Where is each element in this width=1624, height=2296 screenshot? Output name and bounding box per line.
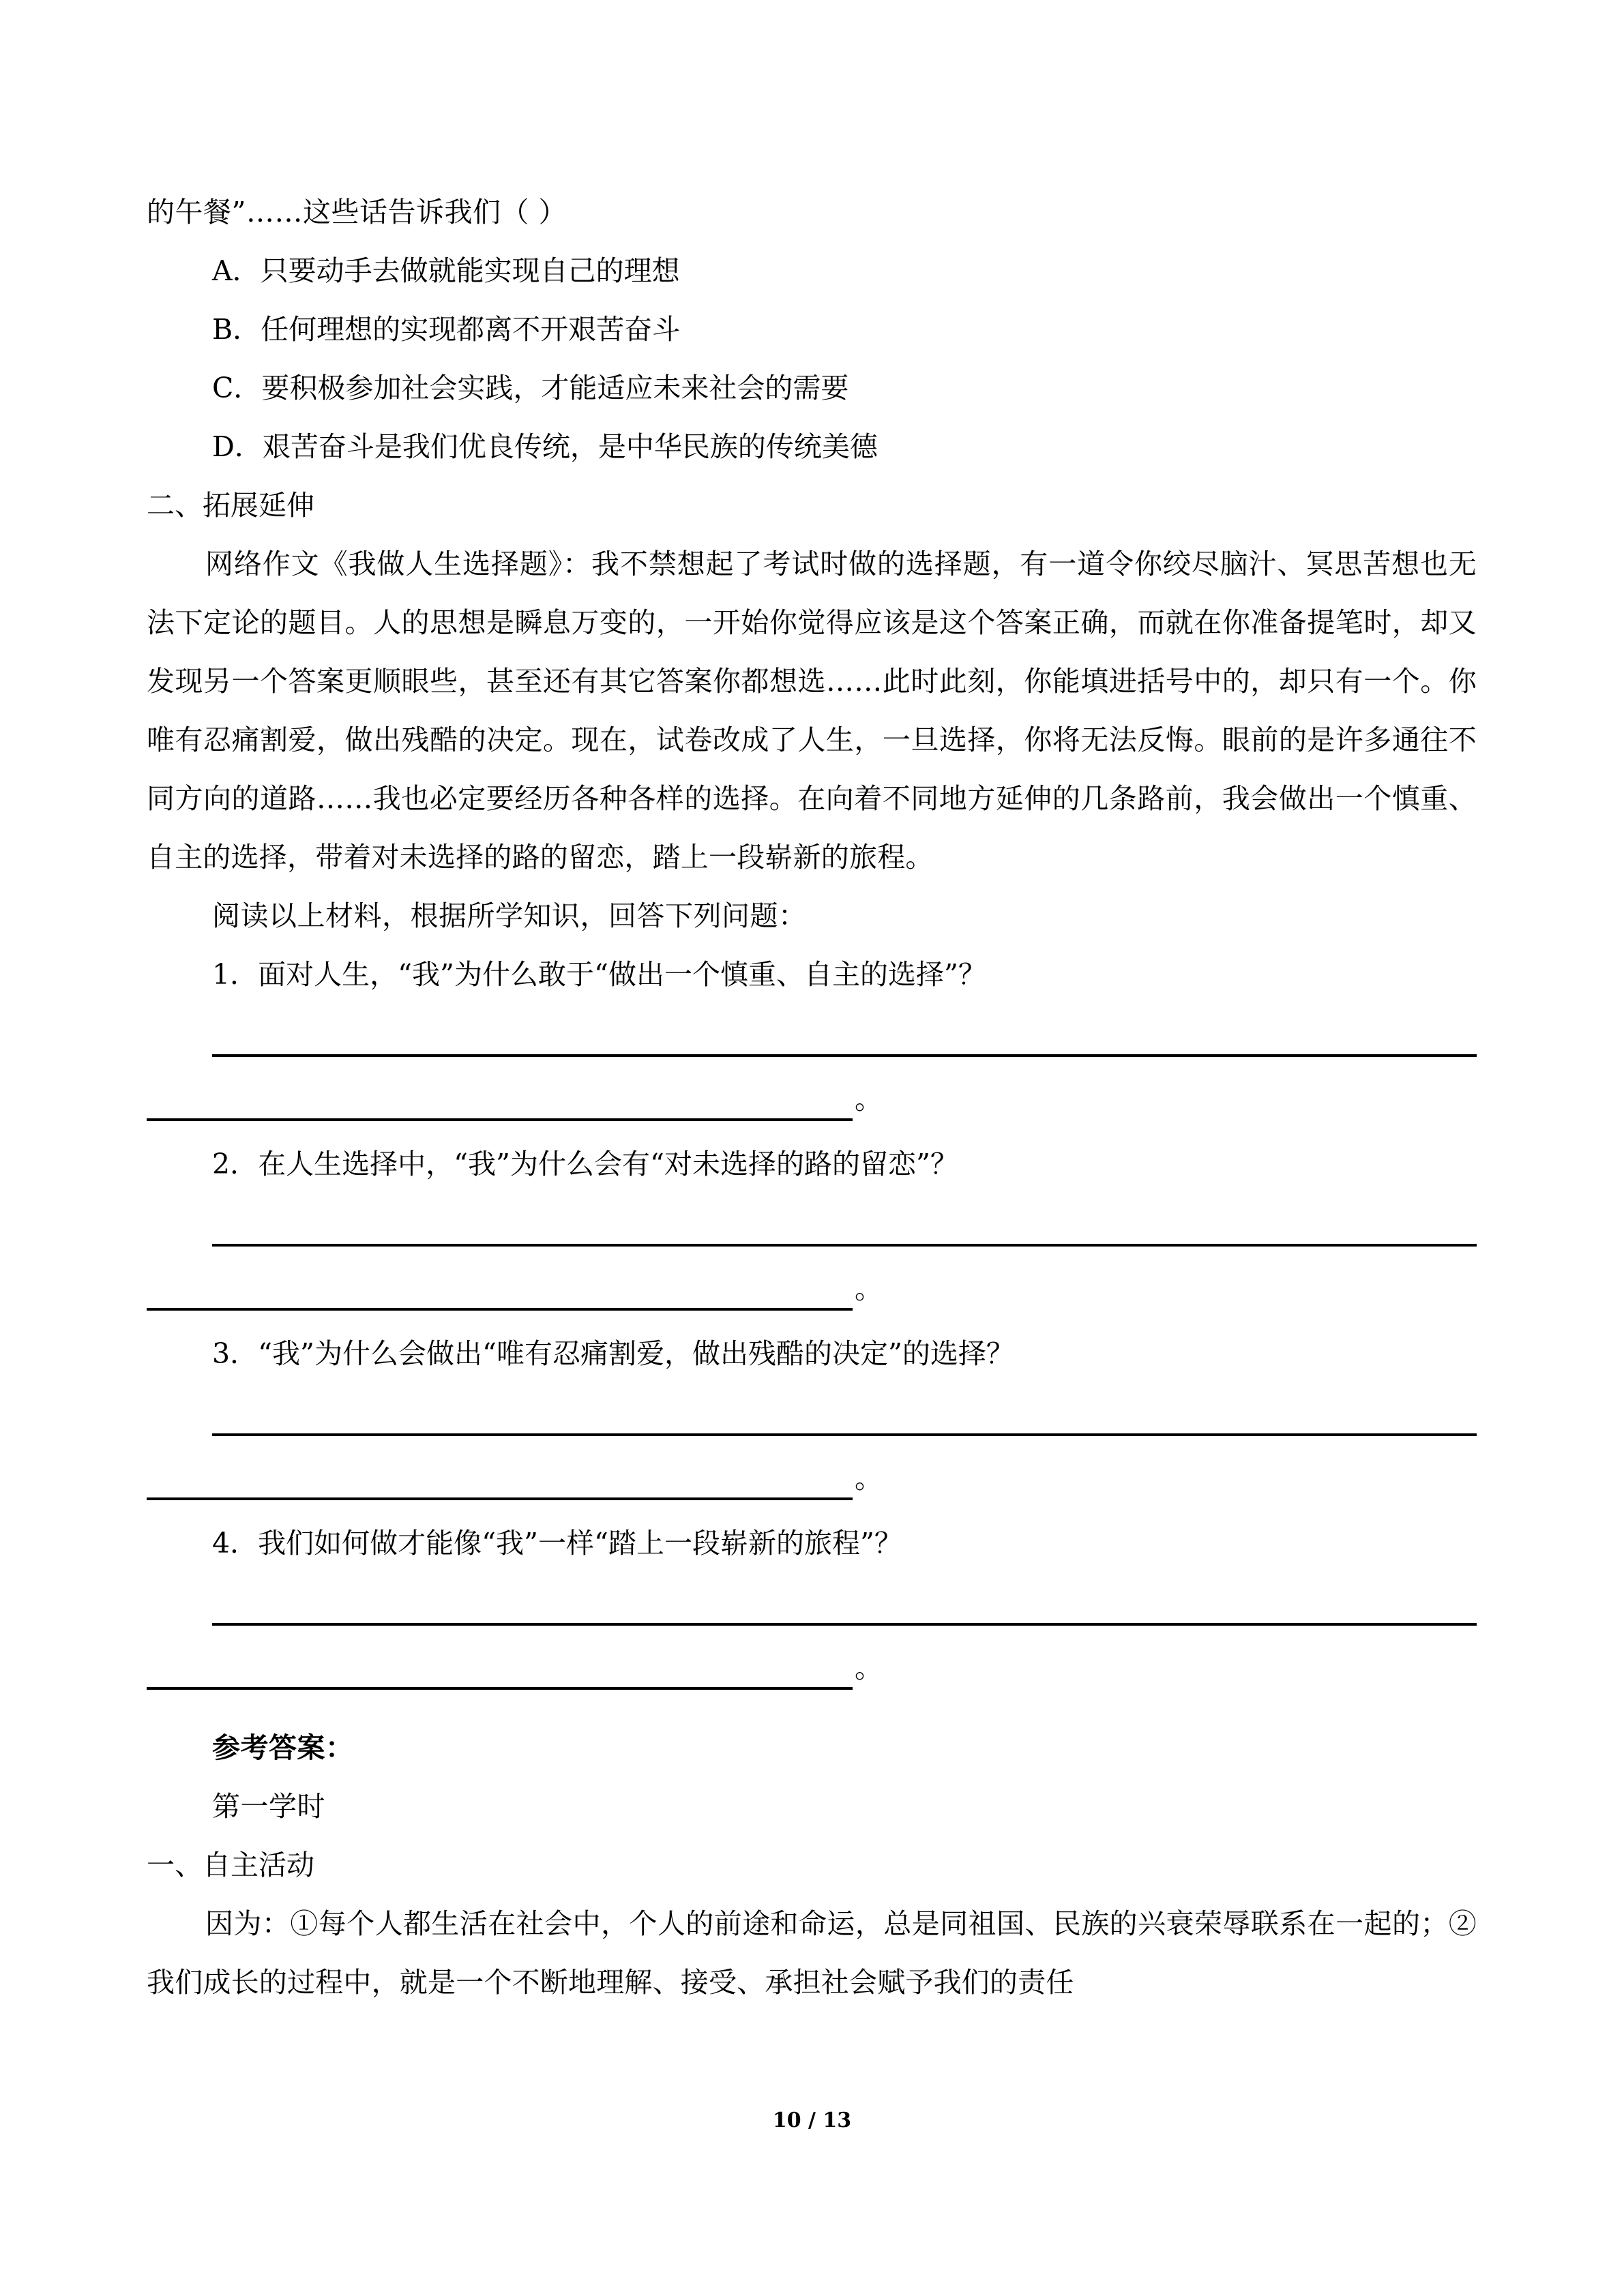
lesson-heading: 第一学时 [212,1790,325,1823]
choice-d: D．艰苦奋斗是我们优良传统，是中华民族的传统美德 [212,430,878,463]
question-3: 3．“我”为什么会做出“唯有忍痛割爱，做出残酷的决定”的选择？ [212,1337,1014,1370]
spacer [147,1703,1477,1718]
page-number: 10 / 13 [772,2108,852,2132]
answer-rule-short[interactable] [147,1497,853,1500]
answer-rule-short[interactable] [147,1118,853,1121]
question-4: 4．我们如何做才能像“我”一样“踏上一段崭新的旅程”？ [212,1527,902,1560]
answer-block-1 [147,1004,1477,1135]
answer-block-3 [147,1383,1477,1514]
answer-rule-long[interactable] [212,1054,1477,1057]
answer-block-2 [147,1193,1477,1324]
answer-rule-long[interactable] [212,1433,1477,1436]
answer-period: 。 [855,1272,883,1305]
answer-period: 。 [855,1083,883,1116]
intro-line: 的午餐”……这些话告诉我们（ ） [147,196,567,228]
instruction-line: 阅读以上材料，根据所学知识，回答下列问题： [212,899,807,932]
answer-rule-long[interactable] [212,1623,1477,1626]
page-content [147,183,1477,2012]
section-heading-two: 二、拓展延伸 [147,489,314,522]
answer-period: 。 [855,1462,883,1495]
material-paragraph: 网络作文《我做人生选择题》：我不禁想起了考试时做的选择题，有一道令你绞尽脑汁、冥思苦想也无法下定论的题目。人的思想是瞬息万变的，一开始你觉得应该是这个答案正确，而就在你准备提笔时，却又发现另一个答案更顺眼些，甚至还有其它答案你都想选……此时此刻，你能填进括号中的，却只有一个。你唯有忍痛割爱，做出残酷的决定。现在，试卷改成了人生，一旦选择，你将无法反悔。眼前的是许多通往不同方向的道路……我也必定要经历各种各样的选择。在向着不同地方延伸的几条路前，我会做出一个慎重、自主的选择，带着对未选择的路的留恋，踏上一段崭新的旅程。 [147,548,1477,874]
answer-block-4 [147,1572,1477,1703]
question-2: 2．在人生选择中，“我”为什么会有“对未选择的路的留恋”？ [212,1148,958,1180]
answer-period: 。 [855,1652,883,1684]
answer-rule-long[interactable] [212,1244,1477,1247]
answers-heading: 参考答案： [212,1731,354,1764]
answer-rule-short[interactable] [147,1687,853,1690]
question-1: 1．面对人生，“我”为什么敢于“做出一个慎重、自主的选择”？ [212,958,986,991]
answer-section-one: 一、自主活动 [147,1849,314,1881]
answer-paragraph-one: 因为：①每个人都生活在社会中，个人的前途和命运，总是同祖国、民族的兴衰荣辱联系在一起的；②我们成长的过程中，就是一个不断地理解、接受、承担社会赋予我们的责任 [147,1907,1477,1999]
choice-a: A．只要动手去做就能实现自己的理想 [212,254,680,287]
choice-c: C．要积极参加社会实践，才能适应未来社会的需要 [212,372,849,404]
choice-b: B．任何理想的实现都离不开艰苦奋斗 [212,313,681,346]
answer-rule-short[interactable] [147,1308,853,1311]
